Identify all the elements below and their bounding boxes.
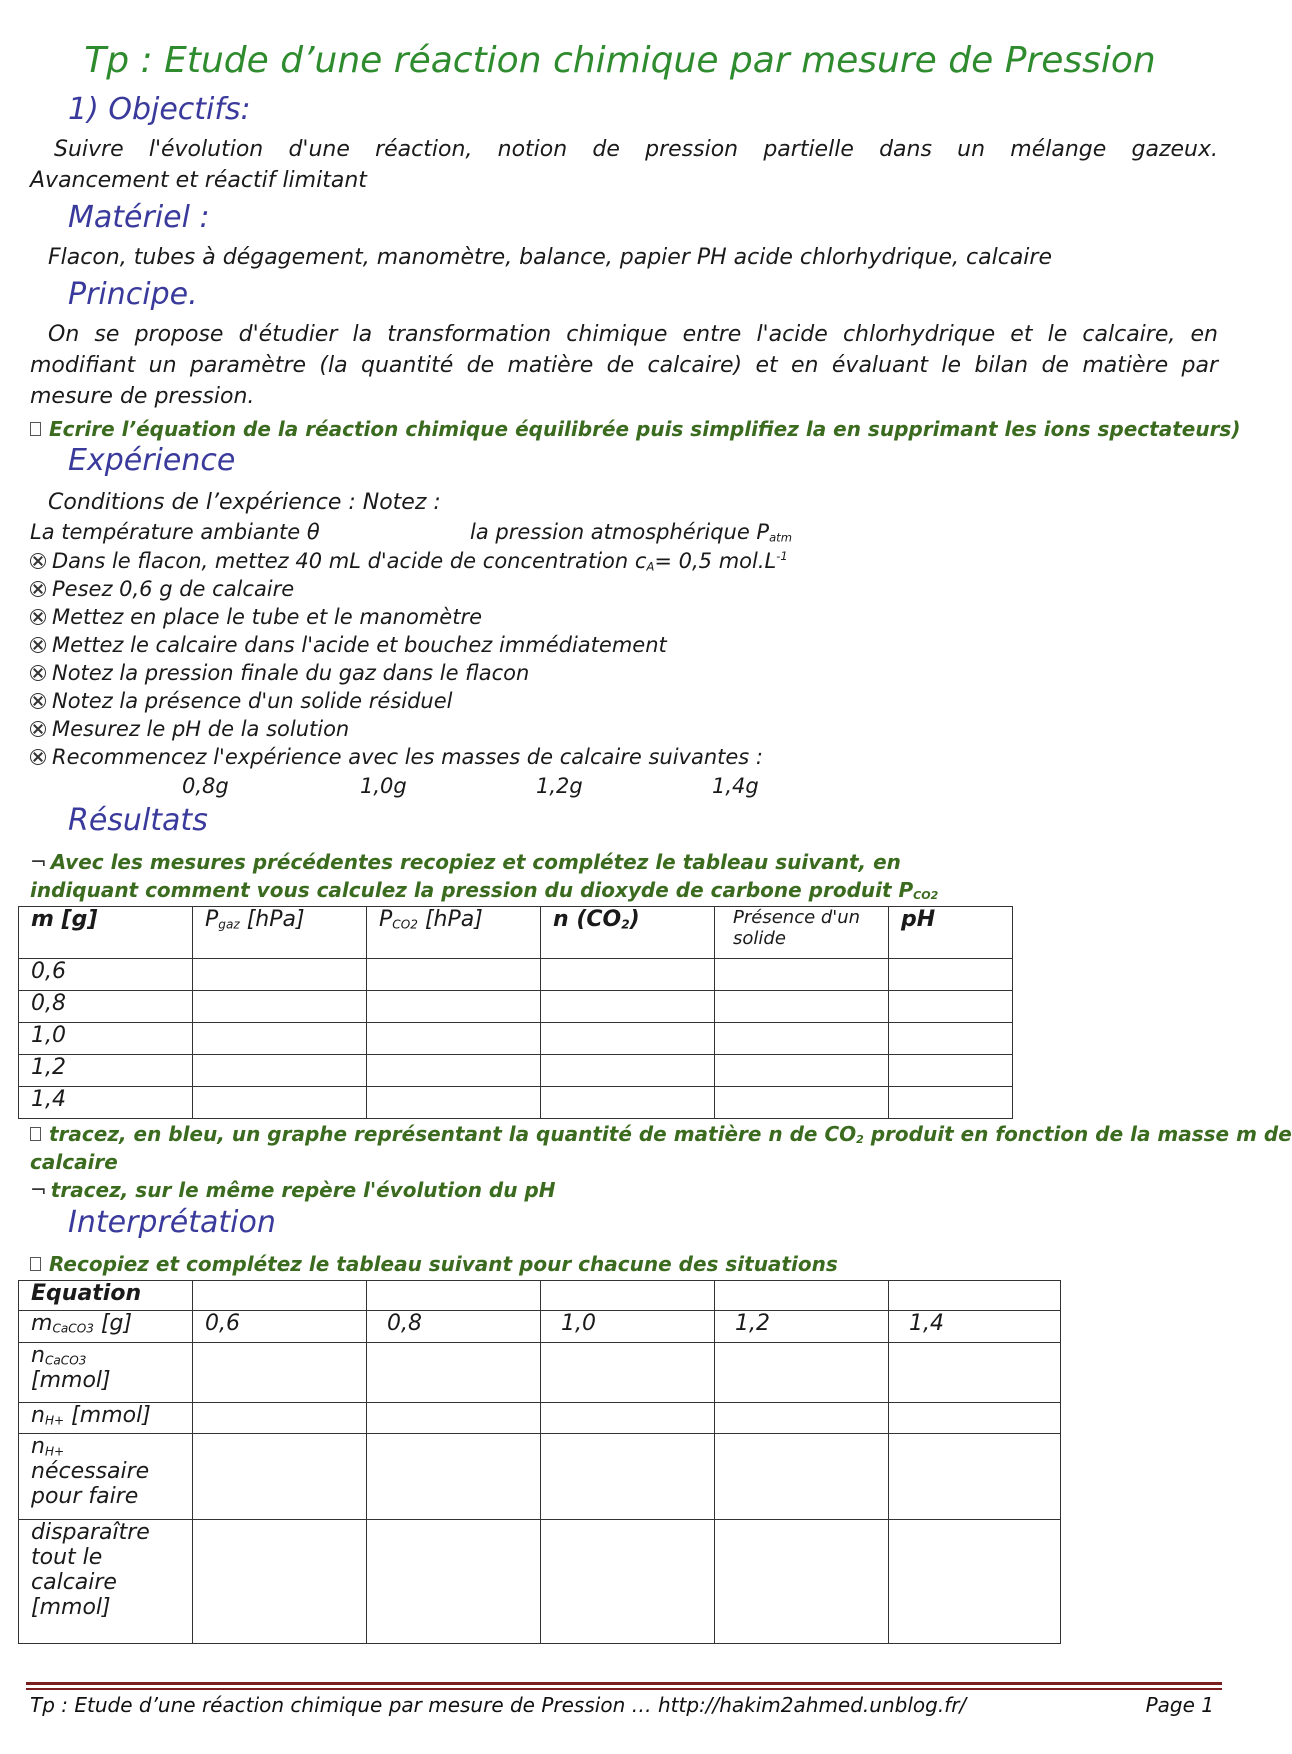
table-row [19, 1087, 1013, 1119]
resultats-task2-line2: calcaire [30, 1150, 118, 1174]
mass-cell: 0,8 [367, 1311, 541, 1343]
label-equation: Equation [19, 1281, 193, 1311]
row-mass: 1,0 [19, 1023, 193, 1055]
page-number: Page 1 [1145, 1693, 1214, 1717]
footer-rule [26, 1682, 1222, 1685]
objectifs-heading: 1) Objectifs: [68, 92, 251, 127]
header-presence: Présence d'un solide [715, 907, 889, 959]
experience-conditions: Conditions de l’expérience : Notez : [48, 490, 441, 515]
disappear-row [19, 1520, 1061, 1644]
step-7: Mesurez le pH de la solution [30, 717, 349, 741]
step-6: Notez la présence d'un solide résiduel [30, 689, 453, 713]
objectifs-line1: Suivre l'évolution d'une réaction, notion de pression partielle dans un mélange gazeux. [54, 137, 1218, 162]
step-1: Dans le flacon, mettez 40 mL d'acide de concentration $c_A= 0,5$ $mol.L^{-1}$ [30, 549, 788, 573]
mass-cell: 1,2 [715, 1311, 889, 1343]
label-disappear: disparaître tout le calcaire [mmol] [19, 1520, 193, 1644]
step-8: Recommencez l'expérience avec les masses de calcaire suivantes : [30, 745, 763, 769]
step-2: Pesez 0,6 g de calcaire [30, 577, 294, 601]
checkbox-icon [30, 1257, 41, 1271]
results-table [18, 906, 1013, 1119]
footer-rule-thin [26, 1688, 1222, 1690]
row-mass: 0,6 [19, 959, 193, 991]
principe-line3: mesure de pression. [30, 384, 255, 409]
bullet-icon [30, 665, 46, 681]
principe-heading: Principe. [68, 277, 198, 312]
equation-row [19, 1281, 1061, 1311]
mass-4: 1,4g [712, 774, 759, 798]
negation-icon: ¬ [30, 1178, 47, 1202]
objectifs-line2: Avancement et réactif limitant [30, 168, 367, 193]
bullet-icon [30, 637, 46, 653]
nh-row [19, 1403, 1061, 1434]
table-row [19, 991, 1013, 1023]
principe-line1: On se propose d'étudier la transformation chimique entre l'acide chlorhydrique et le calcaire, en [48, 322, 1218, 347]
mass-1: 0,8g [182, 774, 229, 798]
materiel-text: Flacon, tubes à dégagement, manomètre, balance, papier PH acide chlorhydrique, calcaire [48, 245, 1052, 270]
step-5: Notez la pression finale du gaz dans le flacon [30, 661, 529, 685]
label-nh: $n_{H+}$ [mmol] [19, 1403, 193, 1434]
interpretation-table [18, 1280, 1061, 1644]
step-3: Mettez en place le tube et le manomètre [30, 605, 482, 629]
resultats-task-line1: ¬ Avec les mesures précédentes recopiez et complétez le tableau suivant, en [30, 850, 901, 874]
negation-icon: ¬ [30, 850, 47, 874]
label-mcaco3: $m_{CaCO3}$ [g] [19, 1311, 193, 1343]
footer-text: Tp : Etude d’une réaction chimique par mesure de Pression … http://hakim2ahmed.unblog.fr/ [30, 1693, 967, 1717]
mass-cell: 1,4 [889, 1311, 1061, 1343]
experience-temp: La température ambiante θ [30, 520, 320, 544]
bullet-icon [30, 721, 46, 737]
experience-heading: Expérience [68, 443, 236, 478]
mass-cell: 1,0 [541, 1311, 715, 1343]
bullet-icon [30, 693, 46, 709]
bullet-icon [30, 581, 46, 597]
page-title: Tp : Etude d’une réaction chimique par mesure de Pression [84, 40, 1156, 81]
row-mass: 0,8 [19, 991, 193, 1023]
table-row [19, 1055, 1013, 1087]
interpretation-heading: Interprétation [68, 1205, 276, 1240]
table-row [19, 959, 1013, 991]
resultats-task2-line1: tracez, en bleu, un graphe représentant la quantité de matière n de $CO_2$ produit en fonction de la masse m de [30, 1122, 1292, 1146]
bullet-icon [30, 749, 46, 765]
row-mass: 1,2 [19, 1055, 193, 1087]
materiel-heading: Matériel : [68, 200, 210, 235]
header-m: m [g] [19, 907, 193, 959]
results-header-row [19, 907, 1013, 959]
mass-row [19, 1311, 1061, 1343]
mass-2: 1,0g [360, 774, 407, 798]
resultats-heading: Résultats [68, 803, 208, 838]
row-mass: 1,4 [19, 1087, 193, 1119]
principe-line2: modifiant un paramètre (la quantité de matière de calcaire) et en évaluant le bilan de matière par [30, 353, 1218, 378]
label-nh-needed: $n_{H+}$ nécessaire pour faire [19, 1434, 193, 1520]
nh-needed-row [19, 1434, 1061, 1520]
label-ncaco3: $n_{CaCO3}$ [mmol] [19, 1343, 193, 1403]
header-pgaz: $P_{gaz}$ [hPa] [193, 907, 367, 959]
ncaco3-row [19, 1343, 1061, 1403]
resultats-task-line2: indiquant comment vous calculez la pression du dioxyde de carbone produit $P_{CO2}$ [30, 878, 939, 903]
checkbox-icon [30, 422, 41, 436]
experience-patm: la pression atmosphérique $P_{atm}$ [470, 520, 792, 545]
bullet-icon [30, 553, 46, 569]
step-4: Mettez le calcaire dans l'acide et bouchez immédiatement [30, 633, 667, 657]
interpretation-task: Recopiez et complétez le tableau suivant pour chacune des situations [30, 1252, 838, 1276]
header-pco2: $P_{CO2}$ [hPa] [367, 907, 541, 959]
principe-task: Ecrire l’équation de la réaction chimique équilibrée puis simplifiez la en supprimant les ions spectateurs) [30, 417, 1240, 441]
header-nco2: n $(CO_2)$ [541, 907, 715, 959]
header-ph: pH [889, 907, 1013, 959]
table-row [19, 1023, 1013, 1055]
mass-cell: 0,6 [193, 1311, 367, 1343]
bullet-icon [30, 609, 46, 625]
resultats-task3: ¬ tracez, sur le même repère l'évolution du pH [30, 1178, 556, 1202]
mass-3: 1,2g [536, 774, 583, 798]
checkbox-icon [30, 1127, 41, 1141]
